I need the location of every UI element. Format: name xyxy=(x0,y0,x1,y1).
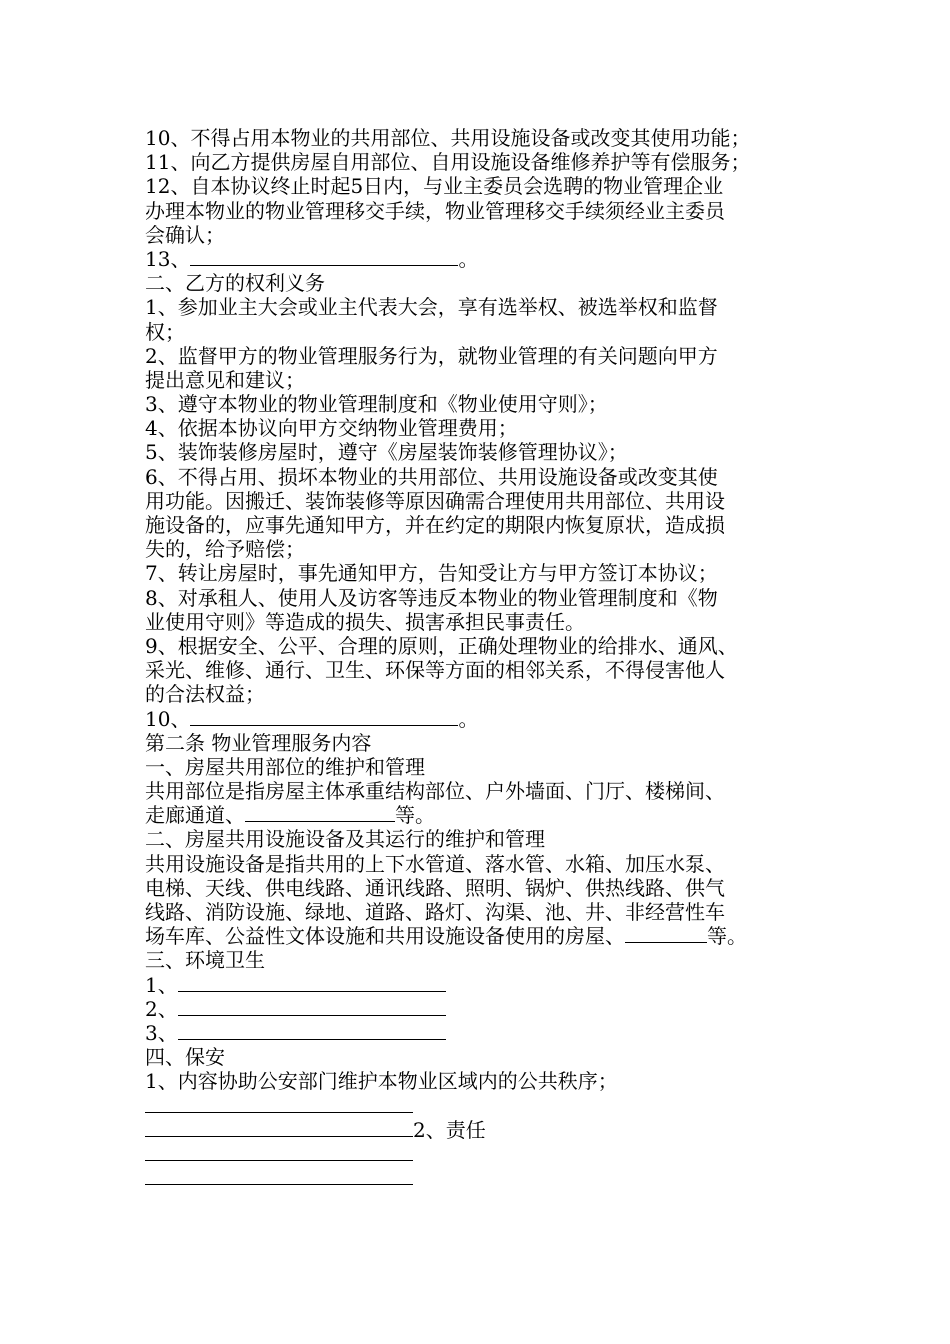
text-fragment: 走廊通道、 xyxy=(145,803,245,828)
fill-blank xyxy=(145,1166,413,1185)
section-heading: 四、保安 xyxy=(145,1045,225,1070)
text-line: 办理本物业的物业管理移交手续，物业管理移交手续须经业主委员 xyxy=(145,198,725,223)
text-line xyxy=(145,997,830,1021)
text-line: 采光、维修、通行、卫生、环保等方面的相邻关系，不得侵害他人 xyxy=(145,658,725,683)
text-line: 10、不得占用本物业的共用部位、共用设施设备或改变其使用功能； xyxy=(145,126,751,150)
section-heading: 二、房屋共用设施设备及其运行的维护和管理 xyxy=(145,827,545,852)
text-line: 11、向乙方提供房屋自用部位、自用设施设备维修养护等有偿服务； xyxy=(145,150,751,175)
text-line: 9、根据安全、公平、合理的原则，正确处理物业的给排水、通风、 xyxy=(145,633,738,658)
text-line: 1、参加业主大会或业主代表大会，享有选举权、被选举权和监督 xyxy=(145,295,718,320)
item-number: 10、 xyxy=(145,706,191,731)
text-line: 电梯、天线、供电线路、通讯线路、照明、锅炉、供热线路、供气 xyxy=(145,875,725,900)
fill-blank xyxy=(145,1094,413,1113)
text-line: 共用设施设备是指共用的上下水管道、落水管、水箱、加压水泵、 xyxy=(145,851,725,876)
fill-blank xyxy=(190,707,458,726)
fill-blank xyxy=(625,924,707,943)
fill-blank xyxy=(245,803,395,822)
line-suffix: 。 xyxy=(458,246,479,271)
fill-blank xyxy=(190,247,458,266)
fill-blank xyxy=(145,1118,413,1137)
line-suffix: 等。 xyxy=(707,924,747,949)
text-line: 7、转让房屋时，事先通知甲方，告知受让方与甲方签订本协议； xyxy=(145,561,718,586)
text-line: 2、监督甲方的物业管理服务行为，就物业管理的有关问题向甲方 xyxy=(145,343,718,368)
section-heading: 二、乙方的权利义务 xyxy=(145,271,325,296)
text-line: 失的，给予赔偿； xyxy=(145,537,305,562)
text-line: 提出意见和建议； xyxy=(145,367,305,392)
text-line xyxy=(145,1094,830,1118)
line-suffix: 。 xyxy=(458,706,479,731)
text-line: 用功能。因搬迁、装饰装修等原因确需合理使用共用部位、共用设 xyxy=(145,488,725,513)
text-line: 线路、消防设施、绿地、道路、路灯、沟渠、池、井、非经营性车 xyxy=(145,900,725,924)
responsibility-label: 2、责任 xyxy=(413,1117,486,1142)
text-line xyxy=(145,973,830,997)
item-number: 1、 xyxy=(145,972,178,997)
text-line: 4、依据本协议向甲方交纳物业管理费用； xyxy=(145,416,518,441)
fill-blank xyxy=(178,1021,446,1040)
text-line: 会确认； xyxy=(145,222,225,247)
fill-blank xyxy=(178,997,446,1016)
text-line: 3、遵守本物业的物业管理制度和《物业使用守则》； xyxy=(145,392,608,417)
text-line xyxy=(145,1166,830,1190)
text-line xyxy=(145,247,830,271)
item-number: 3、 xyxy=(145,1020,178,1045)
item-number: 13、 xyxy=(145,246,191,271)
text-line: 6、不得占用、损坏本物业的共用部位、共用设施设备或改变其使 xyxy=(145,464,718,489)
text-line xyxy=(145,707,830,731)
text-line xyxy=(145,1118,830,1142)
section-heading: 三、环境卫生 xyxy=(145,948,265,973)
text-line xyxy=(145,803,830,827)
text-line: 12、自本协议终止时起5日内，与业主委员会选聘的物业管理企业 xyxy=(145,174,724,199)
fill-blank xyxy=(178,973,446,992)
text-line: 1、内容协助公安部门维护本物业区域内的公共秩序； xyxy=(145,1069,618,1094)
text-line: 8、对承租人、使用人及访客等违反本物业的物业管理制度和《物 xyxy=(145,585,718,610)
text-line: 权； xyxy=(145,319,185,344)
text-fragment: 场车库、公益性文体设施和共用设施设备使用的房屋、 xyxy=(145,924,625,949)
text-line: 施设备的，应事先通知甲方，并在约定的期限内恢复原状，造成损 xyxy=(145,513,725,537)
text-line: 的合法权益； xyxy=(145,682,265,707)
text-line xyxy=(145,1021,830,1045)
article-heading: 第二条 物业管理服务内容 xyxy=(145,730,372,755)
line-suffix: 等。 xyxy=(395,803,435,828)
text-line xyxy=(145,924,830,948)
text-line: 5、装饰装修房屋时，遵守《房屋装饰装修管理协议》； xyxy=(145,440,628,465)
text-line: 共用部位是指房屋主体承重结构部位、户外墙面、门厅、楼梯间、 xyxy=(145,779,725,804)
text-line: 业使用守则》等造成的损失、损害承担民事责任。 xyxy=(145,609,585,634)
document-body xyxy=(145,126,830,1190)
text-line xyxy=(145,1142,830,1166)
fill-blank xyxy=(145,1142,413,1161)
item-number: 2、 xyxy=(145,996,178,1021)
section-heading: 一、房屋共用部位的维护和管理 xyxy=(145,754,425,779)
